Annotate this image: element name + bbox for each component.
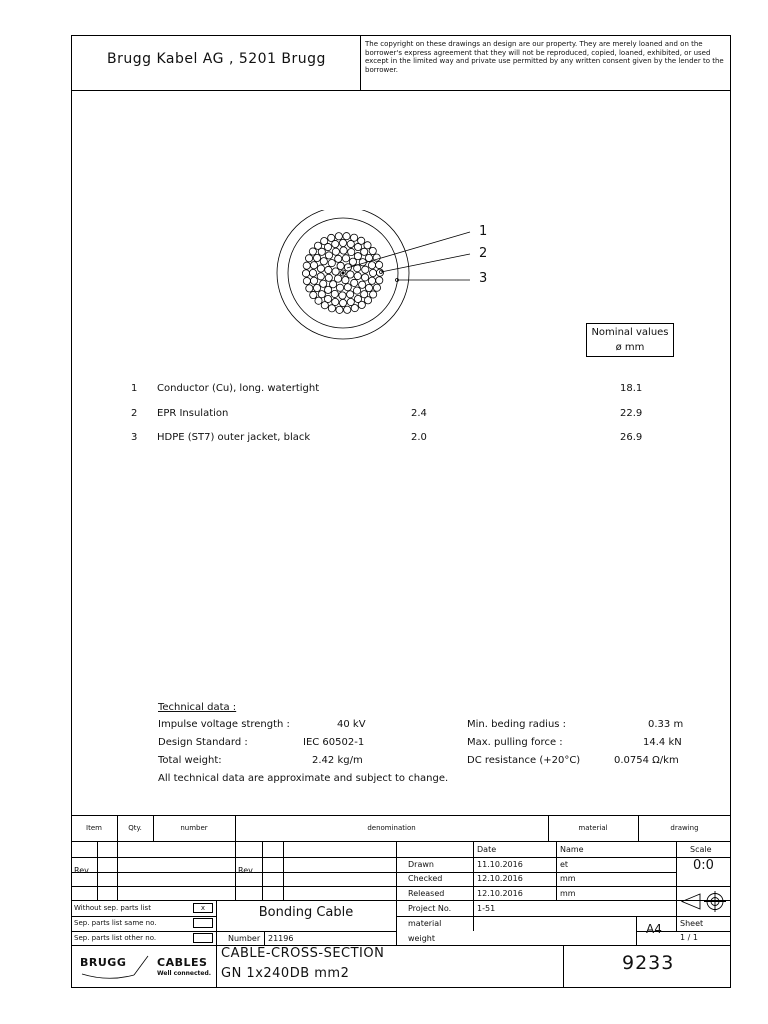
company-name: Brugg Kabel AG , 5201 Brugg — [107, 51, 326, 67]
weight-label-tb: weight — [408, 934, 435, 943]
released-date: 12.10.2016 — [477, 889, 523, 898]
weight-label: Total weight: — [158, 755, 222, 766]
format-value: A4 — [646, 922, 662, 936]
technical-heading: Technical data : — [158, 702, 237, 713]
col-item: Item — [86, 824, 102, 832]
layer-no: 2 — [131, 408, 138, 419]
checked-name: mm — [560, 874, 576, 883]
conductor-strand — [314, 242, 321, 249]
logo-swoosh-icon — [78, 948, 156, 984]
rev-label-left: Rev. — [74, 866, 91, 875]
checked-date: 12.10.2016 — [477, 874, 523, 883]
conductor-strand — [339, 292, 346, 299]
col-qty: Qty. — [128, 824, 142, 832]
conductor-strand — [342, 255, 349, 262]
project-label: Project No. — [408, 904, 452, 913]
layer-no: 3 — [131, 432, 138, 443]
scale-value: 0:0 — [693, 858, 714, 873]
conductor-strand — [336, 284, 343, 291]
conductor-strand — [369, 247, 376, 254]
conductor-strand — [317, 273, 324, 280]
conductor-strand — [354, 253, 361, 260]
conductor-strand — [321, 302, 328, 309]
nominal-values-box — [586, 323, 674, 357]
conductor-strand — [362, 266, 369, 273]
conductor-strand — [320, 258, 327, 265]
conductor-strand — [318, 291, 325, 298]
copyright-notice: The copyright on these drawings an design are our property. They are merely loaned and on the borrower's express agreement that they will not be reproduced, copied, loaned, exhibited, or used except in the limited way and private use permitted by any written consent given by the lender to the borrower. — [365, 40, 724, 74]
dc-label: DC resistance (+20°C) — [467, 755, 581, 766]
col-material: material — [578, 824, 608, 832]
logo-tagline: Well connected. — [157, 970, 212, 977]
conductor-strand — [303, 262, 310, 269]
logo-text-cables: CABLES — [157, 956, 208, 969]
weight-value: 2.42 kg/m — [312, 755, 363, 766]
drawing-number: 9233 — [622, 952, 675, 974]
conductor-strand — [343, 233, 350, 240]
released-label: Released — [408, 889, 445, 898]
conductor-strand — [328, 305, 335, 312]
conductor-strand — [339, 299, 346, 306]
without-sep-parts-label: Without sep. parts list — [74, 904, 151, 912]
conductor-strand — [344, 284, 351, 291]
conductor-strand — [310, 262, 317, 269]
conductor-strand — [317, 265, 324, 272]
callout-3: 3 — [479, 271, 488, 286]
layer-diameter: 22.9 — [620, 408, 643, 419]
conductor-strand — [328, 234, 335, 241]
conductor-strand — [348, 248, 355, 255]
conductor-strand — [347, 291, 354, 298]
drawn-name: et — [560, 860, 569, 869]
conductor-strand — [306, 285, 313, 292]
conductor-strand — [339, 239, 346, 246]
conductor-strand — [361, 274, 368, 281]
conductor-strand — [332, 248, 339, 255]
project-value: 1-51 — [477, 904, 496, 913]
conductor-strand — [376, 261, 383, 268]
product-name: Bonding Cable — [258, 905, 354, 920]
layer-name: Conductor (Cu), long. watertight — [157, 383, 320, 394]
standard-value: IEC 60502-1 — [303, 737, 365, 748]
sep-parts-same-label: Sep. parts list same no. — [74, 919, 157, 927]
conductor-strand — [309, 248, 316, 255]
checkbox-mark: x — [200, 904, 206, 912]
drawing-title-line2: GN 1x240DB mm2 — [221, 966, 350, 981]
layer-diameter: 26.9 — [620, 432, 643, 443]
conductor-strand — [340, 247, 347, 254]
col-number: number — [180, 824, 208, 832]
checked-label: Checked — [408, 874, 443, 883]
conductor-strand — [325, 266, 332, 273]
conductor-strand — [303, 277, 310, 284]
cable-cross-section-drawing — [255, 210, 505, 340]
conductor-strand — [370, 291, 377, 298]
conductor-strand — [313, 284, 320, 291]
conductor-strand — [313, 254, 320, 261]
sep-parts-other-checkbox[interactable] — [193, 933, 213, 943]
conductor-strand — [335, 233, 342, 240]
conductor-strand — [361, 248, 368, 255]
pulling-label: Max. pulling force : — [467, 737, 563, 748]
projection-symbol-icon — [680, 888, 728, 915]
drawing-frame — [71, 35, 731, 988]
conductor-strand — [335, 255, 342, 262]
conductor-strand — [353, 287, 360, 294]
layer-no: 1 — [131, 383, 138, 394]
conductor-strand — [331, 290, 338, 297]
dc-value: 0.0754 Ω/km — [614, 755, 679, 766]
sep-parts-same-checkbox[interactable] — [193, 918, 213, 928]
header-divider — [71, 90, 731, 91]
date-header: Date — [477, 845, 497, 854]
conductor-strand — [344, 306, 351, 313]
conductor-strand — [365, 284, 372, 291]
conductor-strand — [364, 242, 371, 249]
conductor-strand — [359, 281, 366, 288]
scale-header: Scale — [690, 845, 712, 854]
conductor-strand — [315, 297, 322, 304]
drawn-date: 11.10.2016 — [477, 860, 523, 869]
conductor-strand — [336, 306, 343, 313]
conductor-strand — [358, 301, 365, 308]
sep-parts-other-label: Sep. parts list other no. — [74, 934, 157, 942]
layer-thickness: 2.4 — [411, 408, 427, 419]
conductor-strand — [368, 262, 375, 269]
drawn-label: Drawn — [408, 860, 434, 869]
number-value: 21196 — [268, 934, 294, 943]
conductor-strand — [351, 234, 358, 241]
conductor-strand — [351, 304, 358, 311]
conductor-strand — [325, 252, 332, 259]
conductor-strand — [310, 291, 317, 298]
name-header: Name — [560, 845, 584, 854]
impulse-value: 40 kV — [337, 719, 366, 730]
nominal-title: Nominal values — [591, 327, 669, 338]
conductor-strand — [321, 238, 328, 245]
conductor-strand — [309, 269, 316, 276]
logo-text-brugg: BRUGG — [80, 956, 127, 969]
conductor-strand — [354, 272, 361, 279]
col-drawing: drawing — [670, 824, 699, 832]
conductor-strand — [369, 269, 376, 276]
radius-label: Min. beding radius : — [467, 719, 567, 730]
conductor-strand — [358, 237, 365, 244]
technical-note: All technical data are approximate and subject to change. — [158, 773, 449, 784]
col-denomination: denomination — [367, 824, 416, 832]
header-separator — [360, 35, 361, 90]
conductor-strand — [325, 274, 332, 281]
rev-label-right: Rev. — [238, 866, 255, 875]
sheet-value: 1 / 1 — [680, 933, 698, 942]
layer-diameter: 18.1 — [620, 383, 643, 394]
callout-leader-2 — [381, 254, 470, 272]
layer-name: HDPE (ST7) outer jacket, black — [157, 432, 311, 443]
conductor-strand — [373, 284, 380, 291]
conductor-strand — [320, 280, 327, 287]
radius-value: 0.33 m — [648, 719, 684, 730]
conductor-strand — [302, 270, 309, 277]
callout-2: 2 — [479, 246, 488, 261]
material-label: material — [408, 919, 442, 928]
drawing-title-line1: CABLE-CROSS-SECTION — [221, 946, 385, 961]
released-name: mm — [560, 889, 576, 898]
standard-label: Design Standard : — [158, 737, 248, 748]
callout-1: 1 — [479, 224, 488, 239]
number-label: Number — [228, 934, 261, 943]
pulling-value: 14.4 kN — [643, 737, 682, 748]
conductor-strand — [368, 277, 375, 284]
without-sep-parts-checkbox[interactable] — [193, 903, 213, 913]
nominal-unit: ø mm — [615, 342, 645, 353]
conductor-strand — [310, 277, 317, 284]
impulse-label: Impulse voltage strength : — [158, 719, 290, 730]
conductor-strand — [305, 255, 312, 262]
conductor-strand — [351, 279, 358, 286]
layer-thickness: 2.0 — [411, 432, 427, 443]
conductor-strand — [376, 277, 383, 284]
conductor-strand — [364, 297, 371, 304]
conductor-strand — [328, 259, 335, 266]
conductor-strand — [337, 262, 344, 269]
conductor-strand — [342, 277, 349, 284]
sheet-label: Sheet — [680, 919, 704, 928]
conductor-strand — [325, 286, 332, 293]
layer-name: EPR Insulation — [157, 408, 229, 419]
